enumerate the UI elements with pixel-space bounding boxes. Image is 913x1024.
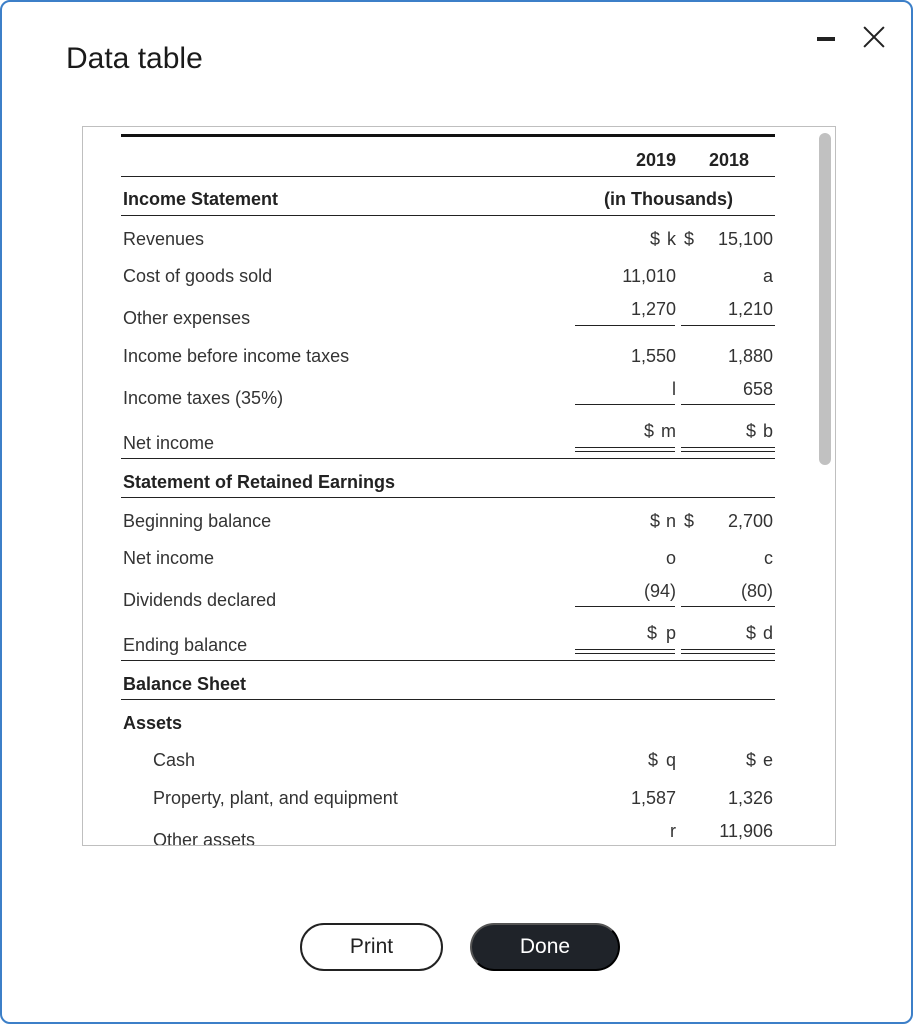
ending-balance-2018-value: d [762,623,773,643]
dividends-2019-value: (94) [643,581,676,601]
double-line-2018-a [681,447,775,448]
double-line-2018-a [681,649,775,650]
scrollbar-thumb[interactable] [819,133,831,465]
year-2019-header: 2019 [635,150,676,170]
subtotal-line-2019 [575,404,675,405]
dialog-title: Data table [66,42,203,75]
double-line-2019-a [575,649,675,650]
subtotal-line-2019 [575,325,675,326]
other-expenses-2019-value: 1,270 [630,299,676,319]
revenues-2019-dollar: $ [650,229,661,249]
ending-balance-2019-value: p [665,623,676,643]
cogs-2018-value: a [762,266,773,286]
done-button[interactable]: Done [470,923,620,971]
year-header-underline [121,176,775,177]
other-assets-2019-value: r [670,821,676,841]
table-top-rule [121,134,775,137]
retained-heading-underline [121,497,775,498]
income-before-taxes-2019-value: 1,550 [630,346,676,366]
revenues-2018-dollar: $ [684,229,695,249]
balance-sheet-heading: Balance Sheet [123,674,247,694]
cogs-label: Cost of goods sold [123,266,273,286]
income-statement-heading: Income Statement [123,189,279,209]
dividends-label: Dividends declared [123,590,277,610]
dividends-2018-value: (80) [740,581,773,601]
other-expenses-label: Other expenses [123,308,251,328]
close-icon[interactable] [860,22,888,50]
other-assets-2018-value: 11,906 [719,821,773,841]
net-income-2018-value: b [762,421,773,441]
ppe-2018-value: 1,326 [727,788,773,808]
retained-earnings-heading: Statement of Retained Earnings [123,472,396,492]
subtotal-line-2018 [681,325,775,326]
beginning-balance-2019-value: n [665,511,676,531]
year-2018-header: 2018 [708,150,749,170]
net-income-label: Net income [123,433,215,453]
beginning-balance-2018-value: 2,700 [727,511,773,531]
net-income-2019-dollar: $ [644,421,655,441]
double-line-2019-b [575,653,675,654]
beginning-balance-label: Beginning balance [123,511,272,531]
section-divider [121,458,775,459]
net-income-2019-value: m [661,421,676,441]
revenues-2018-value: 15,100 [717,229,773,249]
subtotal-line-2018 [681,404,775,405]
cash-2019-value: q [665,750,676,770]
minimize-icon[interactable] [817,37,835,41]
double-line-2019-a [575,447,675,448]
subtotal-line-2018 [681,606,775,607]
print-button[interactable]: Print [300,923,443,971]
income-heading-underline [121,215,775,216]
revenues-label: Revenues [123,229,205,249]
double-line-2018-b [681,653,775,654]
beginning-balance-2019-dollar: $ [650,511,661,531]
re-net-income-2018-value: c [764,548,773,568]
net-income-2018-dollar: $ [746,421,757,441]
double-line-2018-b [681,451,775,452]
balance-heading-underline [121,699,775,700]
ppe-label: Property, plant, and equipment [153,788,398,808]
subtotal-line-2019 [575,606,675,607]
cash-2019-dollar: $ [648,750,659,770]
cash-2018-value: e [762,750,773,770]
assets-heading: Assets [123,713,183,733]
re-net-income-label: Net income [123,548,215,568]
income-taxes-2018-value: 658 [742,379,773,399]
beginning-balance-2018-dollar: $ [684,511,695,531]
ending-balance-2018-dollar: $ [746,623,757,643]
data-table-scroll-area[interactable] [82,126,836,846]
ppe-2019-value: 1,587 [630,788,676,808]
units-label: (in Thousands) [604,189,733,209]
other-expenses-2018-value: 1,210 [727,299,773,319]
other-assets-label: Other assets [153,830,256,846]
cash-2018-dollar: $ [746,750,757,770]
re-net-income-2019-value: o [665,548,676,568]
income-before-taxes-2018-value: 1,880 [727,346,773,366]
double-line-2019-b [575,451,675,452]
revenues-2019-value: k [667,229,676,249]
cash-label: Cash [153,750,196,770]
ending-balance-2019-dollar: $ [647,623,658,643]
cogs-2019-value: 11,010 [622,266,676,286]
income-taxes-label: Income taxes (35%) [123,388,284,408]
ending-balance-label: Ending balance [123,635,248,655]
section-divider [121,660,775,661]
income-taxes-2019-value: l [672,379,676,399]
income-before-taxes-label: Income before income taxes [123,346,350,366]
